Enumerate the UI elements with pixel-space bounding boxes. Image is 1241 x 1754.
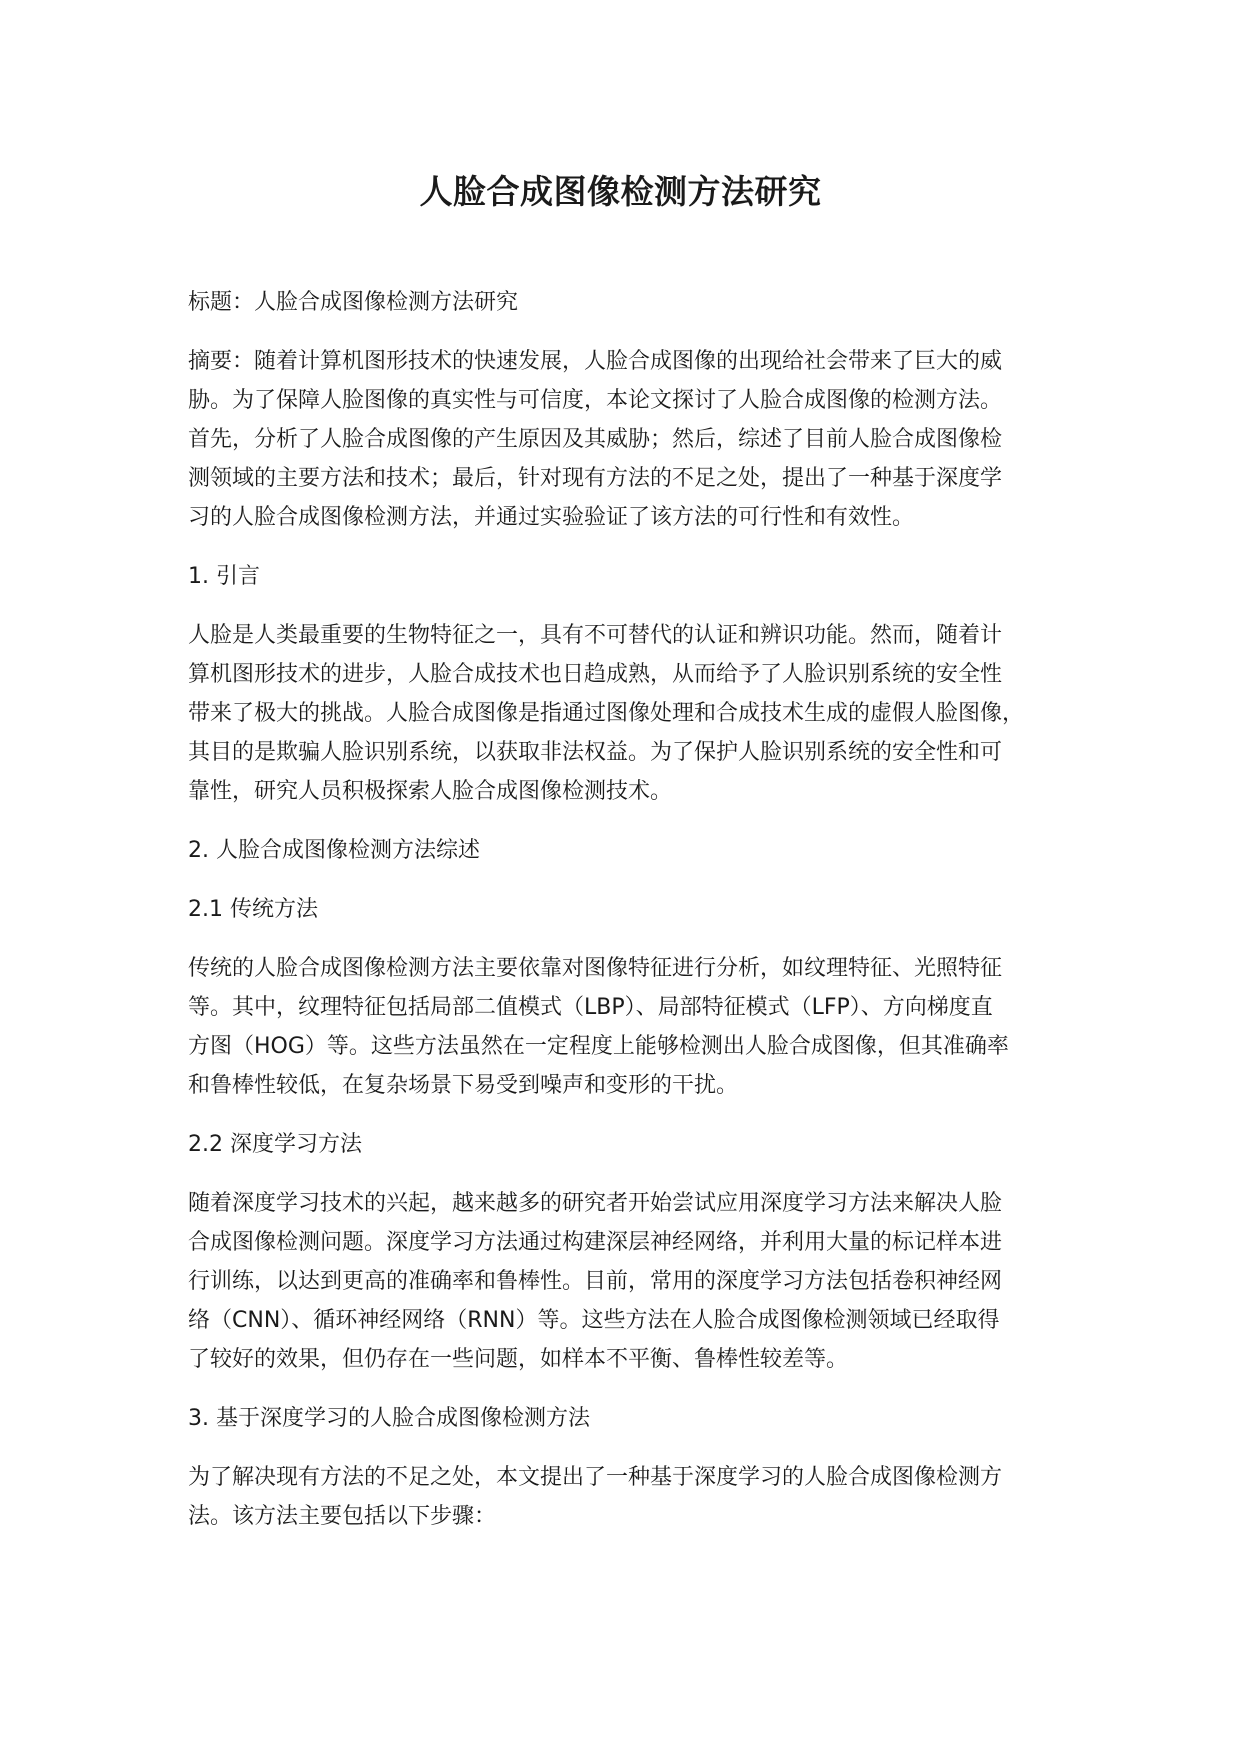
title-label-line: 标题：人脸合成图像检测方法研究 <box>188 290 519 315</box>
paragraph-line: 算机图形技术的进步，人脸合成技术也日趋成熟，从而给予了人脸识别系统的安全性 <box>188 662 1003 687</box>
section-heading-introduction: 1. 引言 <box>188 564 260 589</box>
document-title: 人脸合成图像检测方法研究 <box>419 172 822 211</box>
abstract-paragraph <box>188 342 1083 537</box>
traditional-methods-paragraph <box>188 949 1083 1105</box>
document-body <box>188 283 1083 1556</box>
deep-learning-paragraph <box>188 1184 1083 1379</box>
abstract-line: 首先，分析了人脸合成图像的产生原因及其威胁；然后，综述了目前人脸合成图像检 <box>188 427 1003 452</box>
proposed-method-paragraph <box>188 1458 1083 1536</box>
section-heading-survey: 2. 人脸合成图像检测方法综述 <box>188 838 480 863</box>
subsection-heading-deep-learning: 2.2 深度学习方法 <box>188 1132 362 1157</box>
paragraph-line: 其目的是欺骗人脸识别系统，以获取非法权益。为了保护人脸识别系统的安全性和可 <box>188 740 1003 765</box>
abstract-line: 胁。为了保障人脸图像的真实性与可信度，本论文探讨了人脸合成图像的检测方法。 <box>188 388 1003 413</box>
abstract-line: 摘要：随着计算机图形技术的快速发展，人脸合成图像的出现给社会带来了巨大的威 <box>188 349 1003 374</box>
abstract-line: 测领域的主要方法和技术；最后，针对现有方法的不足之处，提出了一种基于深度学 <box>188 466 1003 491</box>
paragraph-line: 随着深度学习技术的兴起，越来越多的研究者开始尝试应用深度学习方法来解决人脸 <box>188 1191 1003 1216</box>
paragraph-line: 等。其中，纹理特征包括局部二值模式（LBP）、局部特征模式（LFP）、方向梯度直 <box>188 995 993 1020</box>
paragraph-line: 行训练，以达到更高的准确率和鲁棒性。目前，常用的深度学习方法包括卷积神经网 <box>188 1269 1003 1294</box>
title-label-paragraph <box>188 283 1083 322</box>
paragraph-line: 合成图像检测问题。深度学习方法通过构建深层神经网络，并利用大量的标记样本进 <box>188 1230 1003 1255</box>
paragraph-line: 络（CNN）、循环神经网络（RNN）等。这些方法在人脸合成图像检测领域已经取得 <box>188 1308 1000 1333</box>
paragraph-line: 靠性，研究人员积极探索人脸合成图像检测技术。 <box>188 779 673 804</box>
paragraph-line: 了较好的效果，但仍存在一些问题，如样本不平衡、鲁棒性较差等。 <box>188 1347 849 1372</box>
paragraph-line: 为了解决现有方法的不足之处，本文提出了一种基于深度学习的人脸合成图像检测方 <box>188 1465 1003 1490</box>
paragraph-line: 和鲁棒性较低，在复杂场景下易受到噪声和变形的干扰。 <box>188 1073 739 1098</box>
paragraph-line: 法。该方法主要包括以下步骤： <box>188 1504 497 1529</box>
paragraph-line: 带来了极大的挑战。人脸合成图像是指通过图像处理和合成技术生成的虚假人脸图像， <box>188 701 1025 726</box>
abstract-line: 习的人脸合成图像检测方法，并通过实验验证了该方法的可行性和有效性。 <box>188 505 915 530</box>
paragraph-line: 人脸是人类最重要的生物特征之一，具有不可替代的认证和辨识功能。然而，随着计 <box>188 623 1003 648</box>
introduction-paragraph <box>188 616 1083 811</box>
paragraph-line: 传统的人脸合成图像检测方法主要依靠对图像特征进行分析，如纹理特征、光照特征 <box>188 956 1003 981</box>
paragraph-line: 方图（HOG）等。这些方法虽然在一定程度上能够检测出人脸合成图像，但其准确率 <box>188 1034 1009 1059</box>
section-heading-proposed-method: 3. 基于深度学习的人脸合成图像检测方法 <box>188 1406 590 1431</box>
subsection-heading-traditional: 2.1 传统方法 <box>188 897 318 922</box>
